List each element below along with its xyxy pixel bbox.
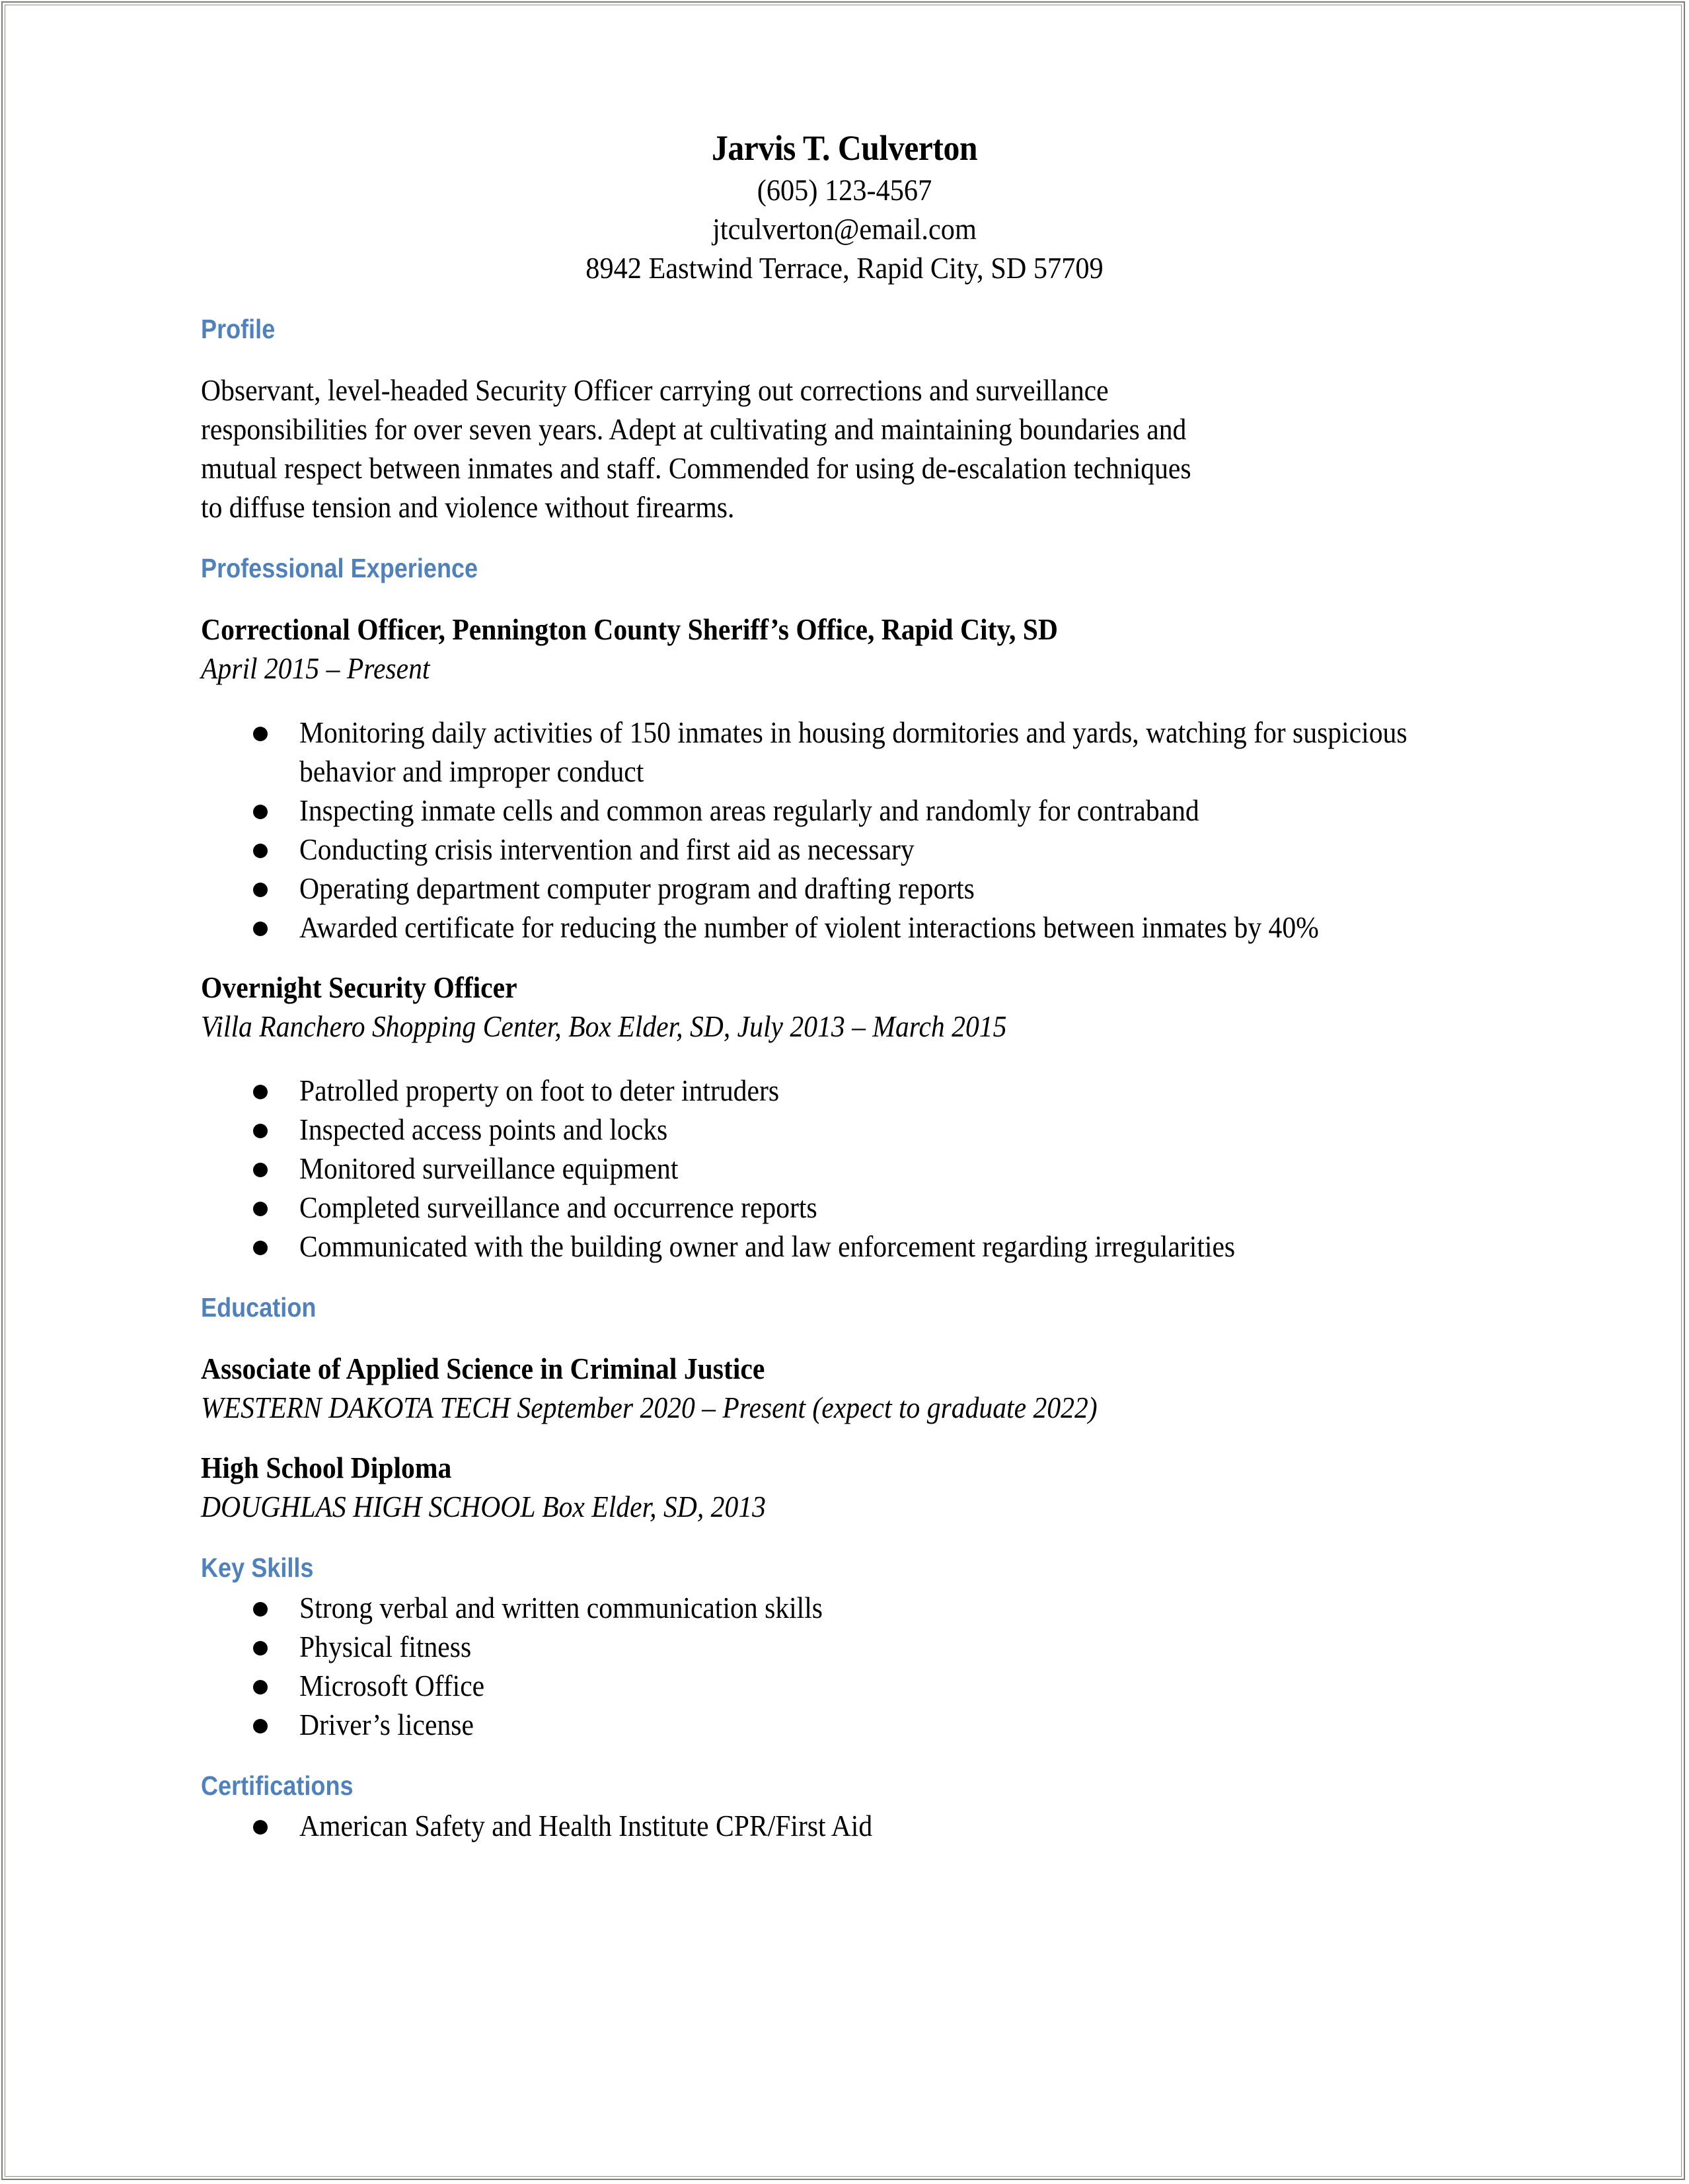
- list-item: Completed surveillance and occurrence reports: [201, 1188, 1509, 1227]
- email-address: jtculverton@email.com: [712, 212, 977, 246]
- job-title: Correctional Officer, Pennington County Sheriff’s Office, Rapid City, SD: [201, 612, 1059, 646]
- experience-heading: Professional Experience: [201, 553, 478, 583]
- bullet-icon: [253, 844, 268, 858]
- list-item: Monitored surveillance equipment: [201, 1149, 1509, 1188]
- job-bullet-list: [201, 713, 1509, 947]
- education-entry: [201, 1448, 1509, 1526]
- profile-summary: [201, 371, 1517, 527]
- certifications-section: [201, 1768, 1509, 1845]
- resume-document: [201, 126, 1509, 1845]
- list-item: Inspecting inmate cells and common areas regularly and randomly for contraband: [201, 791, 1509, 830]
- bullet-icon: [253, 1124, 268, 1138]
- list-item: Operating department computer program and drafting reports: [201, 869, 1509, 908]
- list-item: Driver’s license: [201, 1705, 1509, 1744]
- degree-title: High School Diploma: [201, 1451, 452, 1484]
- profile-section: [201, 311, 1509, 527]
- job-employer-dates: Villa Ranchero Shopping Center, Box Elder, SD, July 2013 – March 2015: [201, 1009, 1007, 1043]
- list-item: Microsoft Office: [201, 1666, 1509, 1705]
- candidate-name: Jarvis T. Culverton: [711, 128, 978, 168]
- skills-list: [201, 1588, 1509, 1744]
- list-item: Patrolled property on foot to deter intruders: [201, 1071, 1509, 1110]
- certifications-heading: Certifications: [201, 1770, 354, 1801]
- bullet-icon: [253, 1641, 268, 1656]
- education-heading: Education: [201, 1292, 317, 1323]
- degree-title: Associate of Applied Science in Criminal Justice: [201, 1352, 765, 1385]
- profile-line: responsibilities for over seven years. Adept at cultivating and maintaining boundaries and: [201, 412, 1187, 446]
- phone-number: (605) 123-4567: [757, 173, 932, 207]
- skills-section: [201, 1550, 1509, 1744]
- bullet-icon: [253, 1680, 268, 1694]
- bullet-icon: [253, 1202, 268, 1216]
- school-details: DOUGHLAS HIGH SCHOOL Box Elder, SD, 2013: [201, 1490, 766, 1523]
- bullet-icon: [253, 1820, 268, 1835]
- bullet-icon: [253, 1163, 268, 1177]
- job-entry: [201, 610, 1509, 947]
- list-item: Conducting crisis intervention and first aid as necessary: [201, 830, 1509, 869]
- bullet-icon: [253, 1719, 268, 1733]
- resume-header: [0, 126, 1689, 287]
- bullet-icon: [253, 1085, 268, 1099]
- bullet-icon: [253, 883, 268, 897]
- profile-line: to diffuse tension and violence without firearms.: [201, 490, 735, 524]
- list-item: Physical fitness: [201, 1627, 1509, 1666]
- bullet-icon: [253, 805, 268, 819]
- list-item: American Safety and Health Institute CPR/First Aid: [201, 1806, 1509, 1845]
- profile-line: Observant, level-headed Security Officer carrying out corrections and surveillance: [201, 373, 1109, 407]
- profile-line: mutual respect between inmates and staff. Commended for using de-escalation techniques: [201, 451, 1191, 485]
- list-item: Communicated with the building owner and law enforcement regarding irregularities: [201, 1227, 1509, 1266]
- job-dates: April 2015 – Present: [201, 651, 430, 685]
- job-title: Overnight Security Officer: [201, 970, 517, 1004]
- list-item: Strong verbal and written communication skills: [201, 1588, 1509, 1627]
- street-address: 8942 Eastwind Terrace, Rapid City, SD 57709: [585, 251, 1104, 285]
- job-entry: [201, 968, 1509, 1266]
- certifications-list: [201, 1806, 1509, 1845]
- bullet-icon: [253, 1241, 268, 1255]
- education-entry: [201, 1349, 1509, 1427]
- list-item: Awarded certificate for reducing the number of violent interactions between inmates by 40%: [201, 908, 1509, 947]
- job-bullet-list: [201, 1071, 1509, 1266]
- list-item: Inspected access points and locks: [201, 1110, 1509, 1149]
- profile-heading: Profile: [201, 314, 276, 344]
- bullet-icon: [253, 1602, 268, 1617]
- list-item: Monitoring daily activities of 150 inmates in housing dormitories and yards, watching for suspicious behavior and improper conduct: [201, 713, 1509, 791]
- bullet-icon: [253, 922, 268, 936]
- school-details: WESTERN DAKOTA TECH September 2020 – Present (expect to graduate 2022): [201, 1391, 1098, 1424]
- bullet-icon: [253, 727, 268, 741]
- education-section: [201, 1290, 1509, 1526]
- experience-section: [201, 550, 1509, 1266]
- skills-heading: Key Skills: [201, 1552, 314, 1583]
